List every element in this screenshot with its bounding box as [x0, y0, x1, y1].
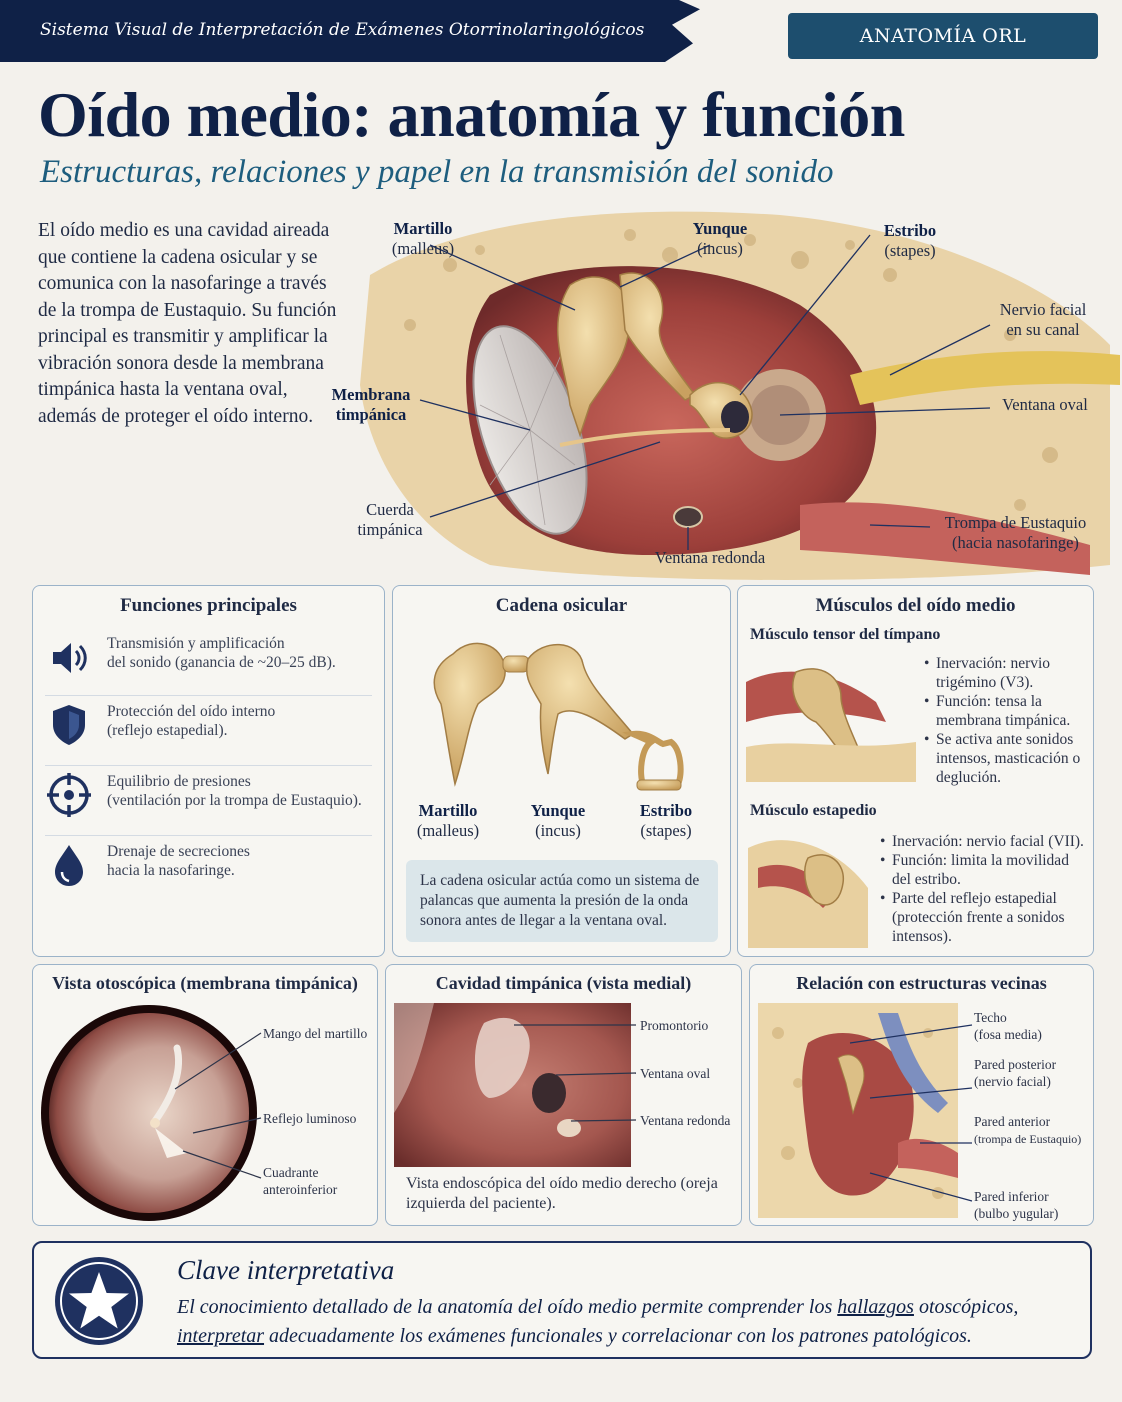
func-transmision-line1: Transmisión y amplificación — [107, 635, 285, 652]
cadena-label-martillo: Martillo (malleus) — [416, 801, 480, 840]
panel-otoscopia — [32, 964, 378, 1226]
label-estribo: Estribo (stapes) — [883, 221, 937, 260]
otoscopia-mango-label: Mango del martillo — [263, 1026, 368, 1041]
estapedio-title: Músculo estapedio — [750, 802, 877, 819]
cadena-label-yunque: Yunque (incus) — [530, 801, 586, 840]
cavidad-title: Cavidad timpánica (vista medial) — [435, 973, 692, 993]
page-subtitle: Estructuras, relaciones y papel en la transmisión del sonido — [40, 154, 834, 190]
label-ventana-oval: Ventana oval — [1002, 395, 1088, 414]
label-membrana: Membrana timpánica — [331, 385, 411, 424]
label-cuerda: Cuerda timpánica — [357, 500, 423, 539]
cavidad-ventana-redonda-label: Ventana redonda — [640, 1113, 731, 1128]
speaker-icon — [45, 634, 93, 682]
page-title: Oído medio: anatomía y función — [38, 79, 905, 150]
label-nervio-facial: Nervio facial en su canal — [999, 300, 1087, 339]
stapedius-muscle-illustration — [748, 828, 868, 948]
tensor-title: Músculo tensor del tímpano — [750, 626, 941, 643]
malleus-shape — [434, 643, 505, 784]
cadena-label-estribo: Estribo (stapes) — [639, 801, 693, 840]
label-trompa: Trompa de Eustaquio (hacia nasofaringe) — [944, 513, 1087, 552]
panel-funciones — [32, 585, 385, 957]
ossicular-chain-illustration — [393, 624, 732, 794]
relacion-posterior-label: Pared posterior (nervio facial) — [974, 1057, 1057, 1089]
funciones-title: Funciones principales — [120, 595, 297, 616]
tensor-bullet: • Función: tensa la membrana timpánica. — [924, 692, 1086, 730]
otoscopia-reflejo-label: Reflejo luminoso — [263, 1111, 357, 1126]
relacion-title: Relación con estructuras vecinas — [796, 973, 1047, 993]
incus-shape — [527, 645, 633, 774]
estapedio-bullet: • Inervación: nervio facial (VII). — [880, 832, 1090, 851]
crosshair-icon — [45, 771, 93, 819]
cavidad-promontorio-label: Promontorio — [640, 1018, 709, 1033]
otoscopia-title: Vista otoscópica (membrana timpánica) — [52, 973, 358, 993]
label-martillo: Martillo (malleus) — [391, 219, 455, 258]
round-window — [674, 507, 702, 527]
musculos-title: Músculos del oído medio — [815, 595, 1016, 616]
cavidad-ventana-oval-label: Ventana oval — [640, 1066, 711, 1081]
panel-musculos — [737, 585, 1094, 957]
estapedio-bullet: • Parte del reflejo estapedial (protección frente a sonidos intensos). — [880, 889, 1090, 946]
star-icon — [52, 1254, 146, 1348]
panel-relacion — [749, 964, 1094, 1226]
func-item-drenaje — [45, 836, 372, 906]
label-ventana-redonda: Ventana redonda — [654, 548, 766, 567]
func-proteccion-line1: Protección del oído interno — [107, 703, 276, 720]
cadena-note: La cadena osicular actúa como un sistema de palancas que aumenta la presión de la onda sonora antes de llegar a la ventana oval. — [406, 860, 718, 942]
func-equilibrio-line2: (ventilación por la trompa de Eustaquio). — [107, 792, 362, 809]
drop-icon — [45, 841, 93, 889]
tensor-muscle-illustration — [746, 652, 916, 782]
relacion-inferior-label: Pared inferior (bulbo yugular) — [974, 1189, 1059, 1221]
relacion-techo-label: Techo (fosa media) — [974, 1010, 1042, 1042]
key-title: Clave interpretativa — [177, 1255, 395, 1285]
func-item-transmision — [45, 626, 372, 696]
estapedio-bullets — [880, 832, 1090, 946]
intro-paragraph: El oído medio es una cavidad aireada que contiene la cadena osicular y se comunica con la nasofaringe a través de la trompa de Eustaquio. Su función principal es transmitir y amplificar la vibración sonora desde la membrana timpánica hasta la ventana oval, además de proteger el oído interno. — [38, 220, 337, 427]
label-yunque: Yunque (incus) — [692, 219, 748, 258]
tensor-bullet: • Inervación: nervio trigémino (V3). — [924, 654, 1086, 692]
key-text: El conocimiento detallado de la anatomía del oído medio permite comprender los hallazgos otoscópicos, interpretar adecuadamente los exámenes funcionales y correlacionar con los patrones patológicos. — [177, 1296, 1019, 1347]
relacion-anterior-label: Pared anterior (trompa de Eustaquio) — [974, 1114, 1082, 1146]
cavidad-caption: Vista endoscópica del oído medio derecho (oreja izquierda del paciente). — [406, 1175, 718, 1212]
tensor-bullet: • Se activa ante sonidos intensos, masticación o deglución. — [924, 730, 1086, 787]
tensor-bullets — [924, 654, 1086, 787]
func-proteccion-line2: (reflejo estapedial). — [107, 722, 228, 739]
func-drenaje-line1: Drenaje de secreciones — [107, 843, 250, 860]
cadena-title: Cadena osicular — [495, 595, 628, 616]
banner-title: Sistema Visual de Interpretación de Exámenes Otorrinolaringológicos — [40, 20, 645, 40]
category-tag: ANATOMÍA ORL — [788, 13, 1098, 59]
func-item-equilibrio — [45, 766, 372, 836]
shield-icon — [45, 701, 93, 749]
key-box — [32, 1241, 1092, 1359]
func-drenaje-line2: hacia la nasofaringe. — [107, 862, 235, 879]
func-item-proteccion — [45, 696, 372, 766]
middle-ear-illustration — [330, 205, 1122, 585]
panel-cavidad — [385, 964, 742, 1226]
func-equilibrio-line1: Equilibrio de presiones — [107, 773, 251, 790]
otoscopia-cuadrante-label: Cuadrante anteroinferior — [263, 1165, 338, 1197]
func-transmision-line2: del sonido (ganancia de ~20–25 dB). — [107, 654, 336, 671]
estapedio-bullet: • Función: limita la movilidad del estribo. — [880, 851, 1090, 889]
stapes-shape — [633, 734, 681, 784]
